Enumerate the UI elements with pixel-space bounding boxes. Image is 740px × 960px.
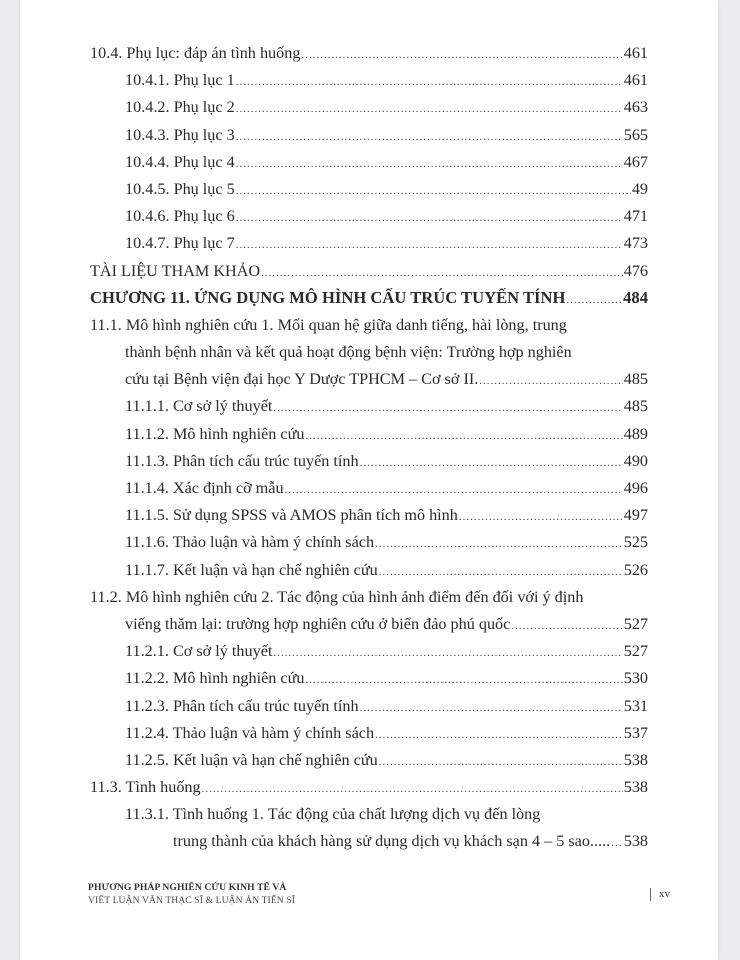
toc-subsection-entry [90,69,648,96]
toc-entry-page-number: 538 [623,750,648,769]
toc-entry-page-number: 490 [623,451,648,470]
toc-entry-page-number: 49 [631,179,648,198]
table-of-contents [90,42,648,858]
toc-entry-title: 11.2. Mô hình nghiên cứu 2. Tác động của hình ảnh điểm đến đối với ý định [90,587,584,606]
dot-leader [236,151,623,175]
toc-entry-title: 11.3. Tình huống [90,778,201,797]
toc-entry-title: 11.1.6. Thảo luận và hàm ý chính sách [125,533,375,552]
toc-subsection-entry [90,640,648,667]
toc-subsection-entry [90,749,648,776]
footer-book-title-line2: VIẾT LUẬN VĂN THẠC SĨ & LUẬN ÁN TIẾN SĨ [88,895,296,906]
toc-entry-title: cứu tại Bệnh viện đại học Y Dược TPHCM – Cơ sở II. [125,370,479,389]
toc-section-entry [90,586,648,635]
toc-entry-page-number: 526 [623,560,648,579]
toc-subsection-entry [90,559,648,586]
toc-entry-title: 11.1.4. Xác định cỡ mẫu [125,479,284,497]
toc-entry-page-number: 527 [623,614,648,633]
toc-entry-page-number: 461 [623,44,648,62]
toc-entry-page-number: 565 [623,125,648,144]
toc-entry-title: 11.2.1. Cơ sở lý thuyết [125,642,273,661]
dot-leader [459,504,623,528]
dot-leader [301,42,622,66]
dot-leader [273,395,622,419]
footer-page-number: xv [650,888,670,901]
toc-entry-page-number: 471 [623,207,648,226]
toc-entry-title: viếng thăm lại: trường hợp nghiên cứu ở biển đảo phú quốc [125,614,511,633]
toc-subsection-entry [90,695,648,722]
toc-entry-title: 11.1.2. Mô hình nghiên cứu [125,424,305,443]
toc-section-entry [90,42,648,69]
toc-entry-title: 11.1.1. Cơ sở lý thuyết [125,397,273,416]
toc-entry-title: 10.4.2. Phụ lục 2 [125,98,235,117]
dot-leader [236,205,623,229]
toc-entry-page-number: 538 [623,832,648,851]
toc-entry-title: CHƯƠNG 11. ỨNG DỤNG MÔ HÌNH CẤU TRÚC TUYẾN TÍNH [90,287,566,307]
dot-leader [305,667,622,691]
dot-leader [511,613,622,637]
toc-subsection-entry [90,450,648,477]
toc-entry-title: thành bệnh nhân và kết quả hoạt động bệnh viện: Trường hợp nghiên [125,343,572,362]
toc-entry-page-number: 463 [623,98,648,117]
toc-entry-title: 11.2.3. Phân tích cấu trúc tuyến tính [125,696,359,715]
page-footer [88,882,688,906]
toc-entry-title: TÀI LIỆU THAM KHẢO [90,261,261,280]
toc-entry-title: 10.4.7. Phụ lục 7 [125,234,235,253]
dot-leader [360,695,623,719]
footer-book-title-line1: PHƯƠNG PHÁP NGHIÊN CỨU KINH TẾ VÀ [88,882,287,893]
dot-leader [285,477,623,501]
dot-leader [261,260,623,284]
dot-leader [379,559,623,583]
toc-entry-title: 10.4. Phụ lục: đáp án tình huống [90,44,301,62]
toc-subsection-entry [90,722,648,749]
toc-subsection-entry [90,124,648,151]
toc-entry-title: 11.2.4. Thảo luận và hàm ý chính sách [125,723,375,742]
toc-entry-page-number: 473 [623,234,648,253]
dot-leader [305,423,622,447]
toc-entry-title: 11.3.1. Tình huống 1. Tác động của chất lượng dịch vụ đến lòng [125,805,541,824]
dot-leader [202,776,623,800]
toc-entry-title: 11.1. Mô hình nghiên cứu 1. Mối quan hệ giữa danh tiếng, hài lòng, trung [90,315,567,334]
toc-subsection-entry [90,531,648,558]
toc-entry-title: 11.1.7. Kết luận và hạn chế nghiên cứu [125,560,378,579]
toc-entry-page-number: 476 [623,261,648,280]
toc-entry-title: 10.4.5. Phụ lục 5 [125,179,235,198]
toc-entry-page-number: 485 [623,397,648,416]
dot-leader [566,287,622,311]
toc-subsection-entry [90,667,648,694]
dot-leader [236,96,623,120]
toc-entry-page-number: 489 [623,424,648,443]
toc-entry-page-number: 537 [623,723,648,742]
toc-entry-page-number: 484 [623,287,648,307]
toc-subsection-entry [90,504,648,531]
dot-leader [236,69,623,93]
dot-leader [360,450,623,474]
toc-subsection-entry [90,477,648,504]
toc-subsection-entry [90,232,648,259]
toc-section-entry [90,776,648,803]
toc-entry-title: trung thành của khách hàng sử dụng dịch vụ khách sạn 4 – 5 sao..... [173,832,611,851]
toc-entry-title: 10.4.3. Phụ lục 3 [125,125,235,144]
dot-leader [236,178,631,202]
toc-entry-page-number: 525 [623,533,648,552]
toc-entry-title: 10.4.1. Phụ lục 1 [125,71,235,90]
toc-subsection-entry [90,803,648,852]
toc-entry-page-number: 496 [623,479,648,497]
dot-leader [236,232,623,256]
toc-entry-page-number: 527 [623,642,648,661]
dot-leader [236,124,623,148]
toc-entry-page-number: 538 [623,778,648,797]
dot-leader [479,368,622,392]
toc-entry-title: 11.2.5. Kết luận và hạn chế nghiên cứu [125,750,378,769]
toc-subsection-entry [90,178,648,205]
toc-section-entry [90,260,648,287]
book-page [20,0,718,960]
toc-entry-title: 10.4.6. Phụ lục 6 [125,207,235,226]
toc-entry-page-number: 467 [623,152,648,171]
dot-leader [273,640,622,664]
toc-subsection-entry [90,205,648,232]
dot-leader [375,531,623,555]
toc-section-entry [90,314,648,390]
toc-entry-page-number: 497 [623,506,648,525]
toc-entry-title: 11.2.2. Mô hình nghiên cứu [125,669,305,688]
toc-entry-page-number: 530 [623,669,648,688]
toc-entry-title: 11.1.3. Phân tích cấu trúc tuyến tính [125,451,359,470]
toc-chapter-entry [90,287,648,314]
dot-leader [375,722,623,746]
toc-entry-page-number: 531 [623,696,648,715]
toc-entry-page-number: 485 [623,370,648,389]
toc-entry-page-number: 461 [623,71,648,90]
toc-subsection-entry [90,423,648,450]
toc-entry-title: 11.1.5. Sử dụng SPSS và AMOS phân tích mô hình [125,506,458,525]
toc-subsection-entry [90,151,648,178]
toc-subsection-entry [90,395,648,422]
toc-subsection-entry [90,96,648,123]
dot-leader [379,749,623,773]
dot-leader [611,830,623,854]
toc-entry-title: 10.4.4. Phụ lục 4 [125,152,235,171]
